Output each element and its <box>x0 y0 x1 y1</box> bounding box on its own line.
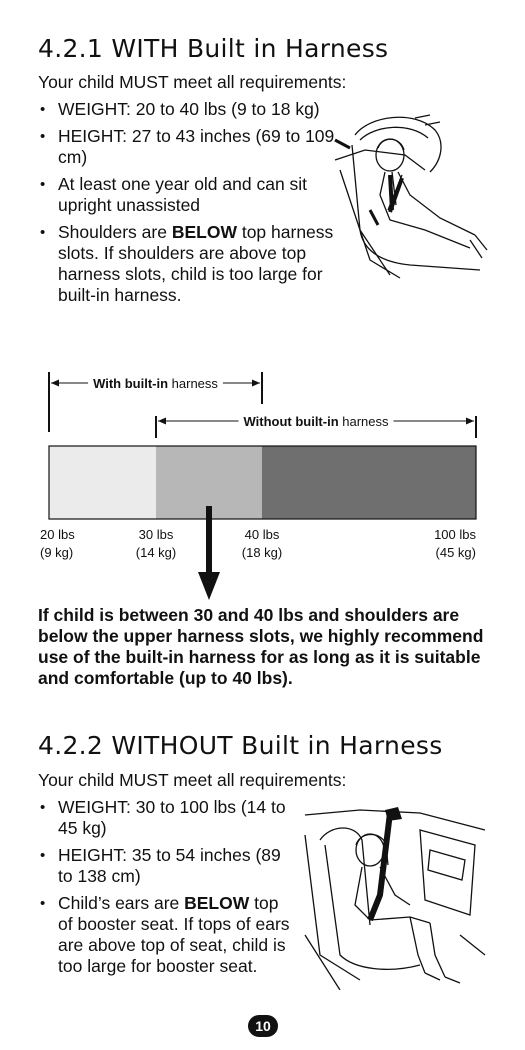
chart-segments <box>49 446 476 519</box>
tick-label-2 <box>242 527 282 560</box>
section-title-without-harness: 4.2.2 WITHOUT Built in Harness <box>38 731 443 760</box>
tick-label-kg: (18 kg) <box>241 545 283 560</box>
recommendation-arrow <box>198 506 220 600</box>
range-label-1: Without built-in harness <box>243 414 389 429</box>
range-label-0: With built-in harness <box>93 376 218 391</box>
requirement-shoulders: • Shoulders are BELOW top harness slots. If shoulders are above top harness slots, child is too large for built-in harness. <box>38 222 338 306</box>
requirement-age: • At least one year old and can sit upright unassisted <box>38 174 338 216</box>
range-arrowhead-right <box>466 418 474 425</box>
child-in-booster-seat-illustration <box>300 805 490 990</box>
child-in-harness-seat-illustration <box>330 100 490 280</box>
tick-label-lbs: 30 lbs <box>138 527 174 542</box>
tick-label-kg: (9 kg) <box>40 545 74 560</box>
range-bracket-1 <box>156 414 476 438</box>
requirement-height: • HEIGHT: 27 to 43 inches (69 to 109 cm) <box>38 126 338 168</box>
range-arrowhead-right <box>252 380 260 387</box>
section-intro: Your child MUST meet all requirements: <box>38 72 347 92</box>
range-arrowhead-left <box>51 380 59 387</box>
tick-label-lbs: 20 lbs <box>40 527 75 542</box>
range-arrowhead-left <box>158 418 166 425</box>
requirements-list-with-harness <box>38 99 338 312</box>
tick-label-kg: (45 kg) <box>435 545 476 560</box>
requirement-weight: • WEIGHT: 20 to 40 lbs (9 to 18 kg) <box>38 99 338 120</box>
tick-label-lbs: 40 lbs <box>244 527 280 542</box>
recommendation-note: If child is between 30 and 40 lbs and shoulders are below the upper harness slots, we highly recommend use of the built-in harness for as long as it is suitable and comfortable (up to 40 lbs). <box>38 605 484 688</box>
requirement-height: • HEIGHT: 35 to 54 inches (89 to 138 cm) <box>38 845 293 887</box>
requirement-weight: • WEIGHT: 30 to 100 lbs (14 to 45 kg) <box>38 797 293 839</box>
chart-range-brackets <box>49 372 476 438</box>
chart-segment-0 <box>49 446 156 519</box>
tick-label-kg: (14 kg) <box>135 545 177 560</box>
tick-label-lbs: 100 lbs <box>434 527 476 542</box>
weight-range-chart <box>40 372 490 602</box>
section-title-with-harness: 4.2.1 WITH Built in Harness <box>38 34 389 63</box>
chart-segment-2 <box>262 446 476 519</box>
arrow-head <box>198 572 220 600</box>
page-number: 10 <box>248 1015 278 1037</box>
section-intro: Your child MUST meet all requirements: <box>38 770 347 790</box>
tick-label-0 <box>40 527 75 560</box>
tick-label-3 <box>434 527 476 560</box>
requirement-ears: • Child’s ears are BELOW top of booster seat. If tops of ears are above top of seat, child is too large for booster seat. <box>38 893 293 977</box>
chart-tick-labels <box>40 527 476 560</box>
tick-label-1 <box>136 527 176 560</box>
requirements-list-without-harness <box>38 797 293 983</box>
